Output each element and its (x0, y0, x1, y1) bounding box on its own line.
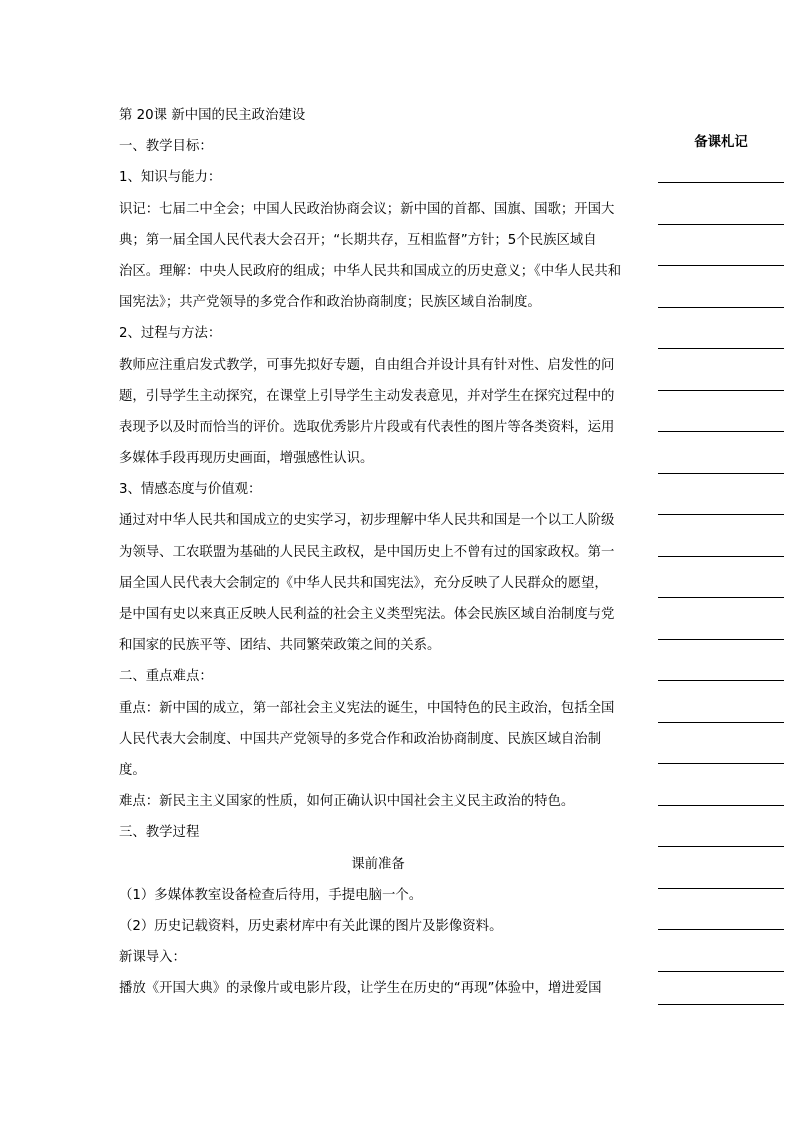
paragraph-line: （2）历史记载资料，历史素材库中有关此课的图片及影像资料。 (119, 918, 503, 934)
section-heading-objectives: 一、教学目标： (119, 139, 213, 155)
note-rule-line (658, 265, 784, 266)
section-heading-process: 三、教学过程 (119, 825, 200, 841)
subheading-process: 2、过程与方法： (119, 326, 222, 342)
note-rule-line (658, 639, 784, 640)
note-rule-line (658, 888, 784, 889)
note-rule-line (658, 473, 784, 474)
lesson-plan-body (119, 100, 637, 1004)
paragraph-line: 届全国人民代表大会制定的《中华人民共和国宪法》，充分反映了人民群众的愿望， (119, 575, 608, 591)
paragraph-line: 识记：七届二中全会；中国人民政治协商会议；新中国的首都、国旗、国歌；开国大 (119, 201, 615, 217)
paragraph-line: 为领导、工农联盟为基础的人民民主政权，是中国历史上不曾有过的国家政权。第一 (119, 544, 615, 560)
note-rule-line (658, 763, 784, 764)
paragraph-line: 难点：新民主主义国家的性质，如何正确认识中国社会主义民主政治的特色。 (119, 794, 575, 810)
paragraph-line: 题，引导学生主动探究，在课堂上引导学生主动发表意见，并对学生在探究过程中的 (119, 388, 615, 404)
note-rule-line (658, 514, 784, 515)
note-rule-line (658, 348, 784, 349)
paragraph-line: 治区。理解：中央人民政府的组成；中华人民共和国成立的历史意义；《中华人民共和 (119, 263, 622, 279)
notes-ruled-lines (658, 0, 784, 1123)
note-rule-line (658, 390, 784, 391)
note-rule-line (658, 929, 784, 930)
paragraph-line: 多媒体手段再现历史画面，增强感性认识。 (119, 451, 374, 467)
note-rule-line (658, 722, 784, 723)
note-rule-line (658, 1004, 784, 1005)
paragraph-line: （1）多媒体教室设备检查后待用，手提电脑一个。 (119, 887, 423, 903)
paragraph-line: 人民代表大会制度、中国共产党领导的多党合作和政治协商制度、民族区域自治制 (119, 731, 602, 747)
notes-column-title: 备课札记 (694, 135, 748, 150)
paragraph-line: 教师应注重启发式教学，可事先拟好专题，自由组合并设计具有针对性、启发性的问 (119, 357, 615, 373)
lesson-title: 第 20课 新中国的民主政治建设 (119, 108, 306, 123)
paragraph-line: 播放《开国大典》的录像片或电影片段，让学生在历史的“再现”体验中，增进爱国 (119, 981, 602, 997)
paragraph-line: 度。 (119, 762, 146, 778)
note-rule-line (658, 846, 784, 847)
note-rule-line (658, 556, 784, 557)
paragraph-line: 典；第一届全国人民代表大会召开；“长期共存，互相监督”方针；5个民族区域自 (119, 232, 597, 248)
subheading-knowledge: 1、知识与能力： (119, 170, 222, 186)
note-rule-line (658, 805, 784, 806)
note-rule-line (658, 182, 784, 183)
subheading-attitude: 3、情感态度与价值观： (119, 482, 262, 498)
note-rule-line (658, 971, 784, 972)
subheading-introduction: 新课导入： (119, 950, 186, 966)
paragraph-line: 和国家的民族平等、团结、共同繁荣政策之间的关系。 (119, 638, 441, 654)
subheading-preparation: 课前准备 (351, 856, 405, 872)
paragraph-line: 是中国有史以来真正反映人民利益的社会主义类型宪法。体会民族区域自治制度与党 (119, 607, 615, 622)
paragraph-line: 表现予以及时而恰当的评价。选取优秀影片片段或有代表性的图片等各类资料，运用 (119, 419, 615, 435)
note-rule-line (658, 224, 784, 225)
note-rule-line (658, 597, 784, 598)
paragraph-line: 通过对中华人民共和国成立的史实学习，初步理解中华人民共和国是一个以工人阶级 (119, 513, 615, 529)
paragraph-line: 国宪法》；共产党领导的多党合作和政治协商制度；民族区域自治制度。 (119, 295, 541, 311)
note-rule-line (658, 680, 784, 681)
section-heading-key-points: 二、重点难点： (119, 669, 213, 685)
paragraph-line: 重点：新中国的成立，第一部社会主义宪法的诞生，中国特色的民主政治，包括全国 (119, 700, 615, 716)
note-rule-line (658, 431, 784, 432)
note-rule-line (658, 307, 784, 308)
